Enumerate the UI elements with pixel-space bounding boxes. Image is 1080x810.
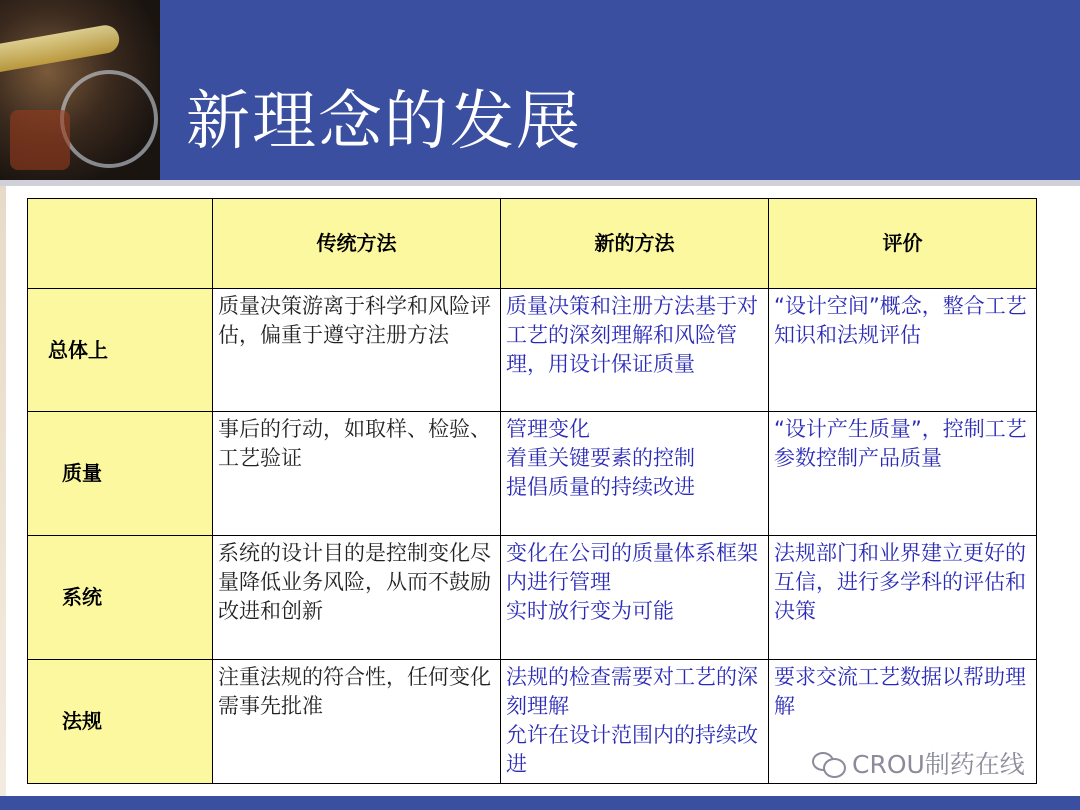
row-label: 法规	[28, 660, 213, 784]
comparison-table	[27, 198, 1037, 784]
slide-title: 新理念的发展	[186, 85, 582, 159]
cell-new: 管理变化 着重关键要素的控制 提倡质量的持续改进	[501, 412, 769, 536]
cell-new: 变化在公司的质量体系框架内进行管理 实时放行变为可能	[501, 536, 769, 660]
cell-new: 法规的检查需要对工艺的深刻理解 允许在设计范围内的持续改进	[501, 660, 769, 784]
side-stripe	[0, 186, 6, 796]
header-divider	[0, 180, 1080, 186]
watermark	[812, 745, 1025, 781]
cell-evaluation: 法规部门和业界建立更好的互信，进行多学科的评估和决策	[769, 536, 1037, 660]
row-label: 系统	[28, 536, 213, 660]
row-label: 质量	[28, 412, 213, 536]
header-lab-photo	[0, 0, 160, 180]
cell-traditional: 质量决策游离于科学和风险评估，偏重于遵守注册方法	[213, 289, 501, 412]
header-cell-new: 新的方法	[501, 199, 769, 289]
beaker-shape	[60, 70, 158, 168]
table-row	[28, 289, 1037, 412]
row-label: 总体上	[28, 289, 213, 412]
cell-evaluation: “设计产生质量”，控制工艺参数控制产品质量	[769, 412, 1037, 536]
table-row	[28, 536, 1037, 660]
table-row	[28, 412, 1037, 536]
table-header-row	[28, 199, 1037, 289]
cell-evaluation: 要求交流工艺数据以帮助理解	[769, 660, 1037, 784]
cell-evaluation: “设计空间”概念，整合工艺知识和法规评估	[769, 289, 1037, 412]
test-tube-shape	[0, 23, 121, 75]
watermark-text: CROU制药在线	[852, 750, 1025, 779]
header-cell-evaluation: 评价	[769, 199, 1037, 289]
cell-traditional: 系统的设计目的是控制变化尽量降低业务风险，从而不鼓励改进和创新	[213, 536, 501, 660]
footer-bar	[0, 796, 1080, 810]
cell-traditional: 注重法规的符合性，任何变化需事先批准	[213, 660, 501, 784]
flask-shape	[10, 110, 70, 170]
header-cell-traditional: 传统方法	[213, 199, 501, 289]
cell-new: 质量决策和注册方法基于对工艺的深刻理解和风险管理，用设计保证质量	[501, 289, 769, 412]
wechat-icon	[812, 750, 846, 776]
cell-traditional: 事后的行动，如取样、检验、工艺验证	[213, 412, 501, 536]
header-cell-empty	[28, 199, 213, 289]
